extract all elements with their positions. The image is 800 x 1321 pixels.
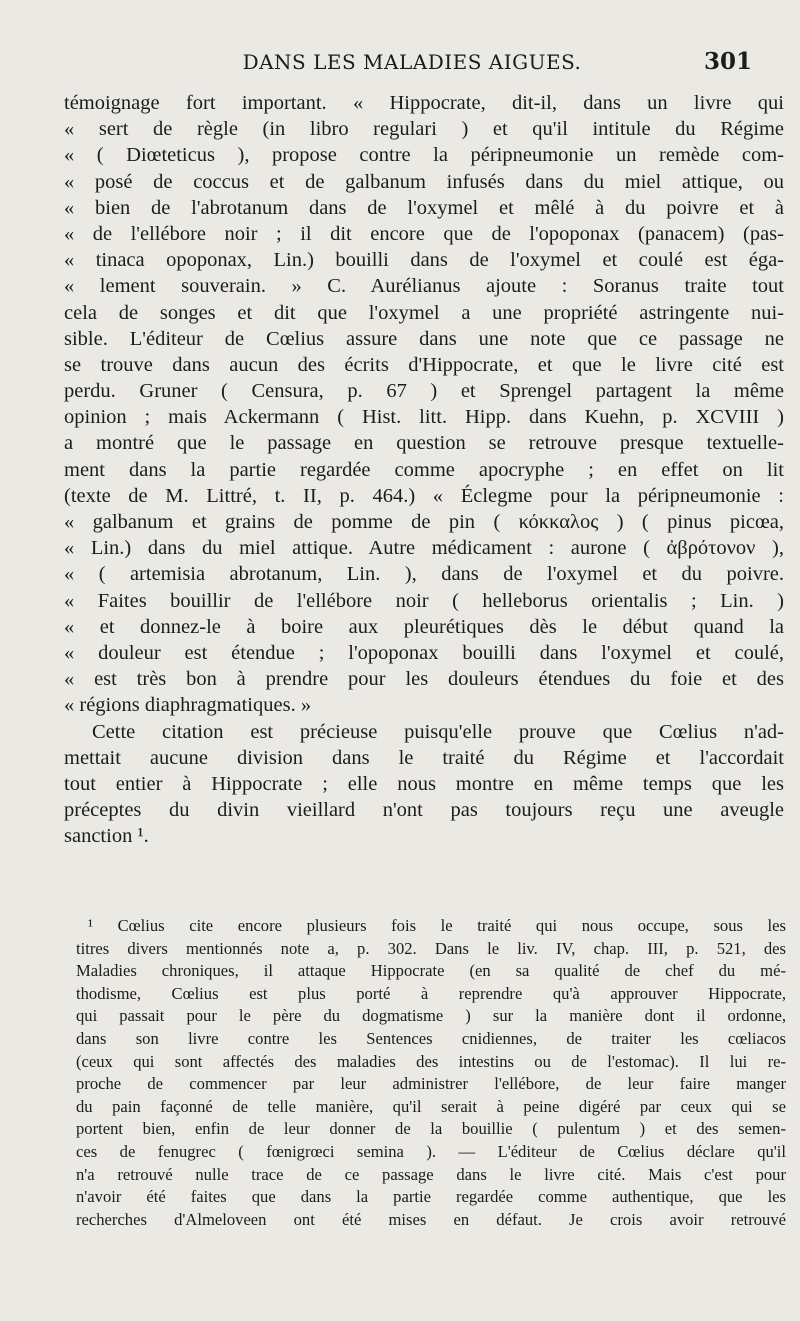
running-title: DANS LES MALADIES AIGUES. [242, 50, 582, 74]
text-line: « et donnez-le à boire aux pleurétiques dès le début quand la [64, 615, 784, 638]
text-line: « douleur est étendue ; l'opoponax bouilli dans l'oxymel et coulé, [64, 641, 784, 664]
text-line: se trouve dans aucun des écrits d'Hippocrate, et que le livre cité est [64, 353, 784, 376]
main-text [64, 90, 784, 849]
text-line: « Lin.) dans du miel attique. Autre médicament : aurone ( ἀβρότονον ), [64, 537, 784, 560]
text-line: a montré que le passage en question se retrouve presque textuelle- [64, 432, 784, 455]
footnote-line: portent bien, enfin de leur donner de la bouillie ( pulentum ) et des semen- [76, 1119, 786, 1139]
footnotes [76, 915, 786, 1231]
footnote-line: titres divers mentionnés note a, p. 302. Dans le liv. IV, chap. III, p. 521, des [76, 938, 786, 958]
text-line: « galbanum et grains de pomme de pin ( κόκκαλος ) ( pinus picœa, [64, 511, 784, 533]
footnote-line: n'a retrouvé nulle trace de ce passage dans le livre cité. Mais c'est pour [76, 1164, 786, 1184]
text-line: « bien de l'abrotanum dans de l'oxymel et mêlé à du poivre et à [64, 196, 784, 219]
text-line: « régions diaphragmatiques. » [64, 694, 312, 717]
text-line: Cette citation est précieuse puisqu'elle prouve que Cœlius n'ad- [92, 720, 784, 743]
text-line: perdu. Gruner ( Censura, p. 67 ) et Sprengel partagent la même [64, 380, 784, 403]
text-line: « est très bon à prendre pour les douleurs étendues du foie et des [64, 668, 784, 691]
footnote-line: dans son livre contre les Sentences cnidiennes, de traiter les cœliacos [76, 1028, 786, 1048]
text-line: cela de songes et dit que l'oxymel a une propriété astringente nui- [64, 301, 784, 324]
text-line: (texte de M. Littré, t. II, p. 464.) « Éclegme pour la péripneumonie : [64, 484, 784, 507]
text-line: ment dans la partie regardée comme apocryphe ; en effet on lit [64, 458, 784, 481]
footnote-line: du pain façonné de telle manière, qu'il serait à peine digéré par ceux qui se [76, 1096, 786, 1116]
text-line: opinion ; mais Ackermann ( Hist. litt. Hipp. dans Kuehn, p. XCVIII ) [64, 406, 784, 429]
footnote-line: (ceux qui sont affectés des maladies des intestins ou de l'estomac). Il lui re- [76, 1051, 786, 1071]
text-line: sanction ¹. [64, 825, 149, 848]
text-line: tout entier à Hippocrate ; elle nous montre en même temps que les [64, 772, 784, 795]
footnote-line: Maladies chroniques, il attaque Hippocrate (en sa qualité de chef du mé- [76, 961, 786, 981]
footnote-line: ¹ Cœlius cite encore plusieurs fois le traité qui nous occupe, sous les [88, 916, 786, 935]
page-header [64, 50, 760, 82]
text-line: « ( Diœteticus ), propose contre la péripneumonie un remède com- [64, 144, 784, 167]
footnote-line: thodisme, Cœlius est plus porté à reprendre qu'à approuver Hippocrate, [76, 983, 786, 1003]
text-line: « sert de règle (in libro regulari ) et qu'il intitule du Régime [64, 118, 784, 141]
footnote-line: ces de fenugrec ( fœnigrœci semina ). — L'éditeur de Cœlius déclare qu'il [76, 1141, 786, 1161]
text-line: préceptes du divin vieillard n'ont pas toujours reçu une aveugle [64, 799, 784, 822]
footnote-line: proche de commencer par leur administrer l'ellébore, de leur faire manger [76, 1074, 786, 1094]
text-line: mettait aucune division dans le traité du Régime et l'accordait [64, 746, 784, 769]
text-line: « ( artemisia abrotanum, Lin. ), dans de l'oxymel et du poivre. [64, 563, 784, 586]
text-line: « de l'ellébore noir ; il dit encore que de l'opoponax (panacem) (pas- [64, 222, 784, 245]
footnote-line: n'avoir été faites que dans la partie regardée comme authentique, que les [76, 1187, 786, 1207]
footnote-line: recherches d'Almeloveen ont été mises en défaut. Je crois avoir retrouvé [76, 1209, 786, 1229]
page-number: 301 [703, 48, 752, 75]
text-line: « Faites bouillir de l'ellébore noir ( helleborus orientalis ; Lin. ) [64, 589, 784, 612]
text-line: témoignage fort important. « Hippocrate, dit-il, dans un livre qui [64, 92, 784, 114]
text-line: « posé de coccus et de galbanum infusés dans du miel attique, ou [64, 170, 784, 193]
text-line: sible. L'éditeur de Cœlius assure dans une note que ce passage ne [64, 327, 784, 350]
text-line: « lement souverain. » C. Aurélianus ajoute : Soranus traite tout [64, 275, 784, 298]
footnote-line: qui passait pour le père du dogmatisme ) sur la manière dont il ordonne, [76, 1006, 786, 1026]
text-line: « tinaca opoponax, Lin.) bouilli dans de l'oxymel et coulé est éga- [64, 249, 784, 272]
